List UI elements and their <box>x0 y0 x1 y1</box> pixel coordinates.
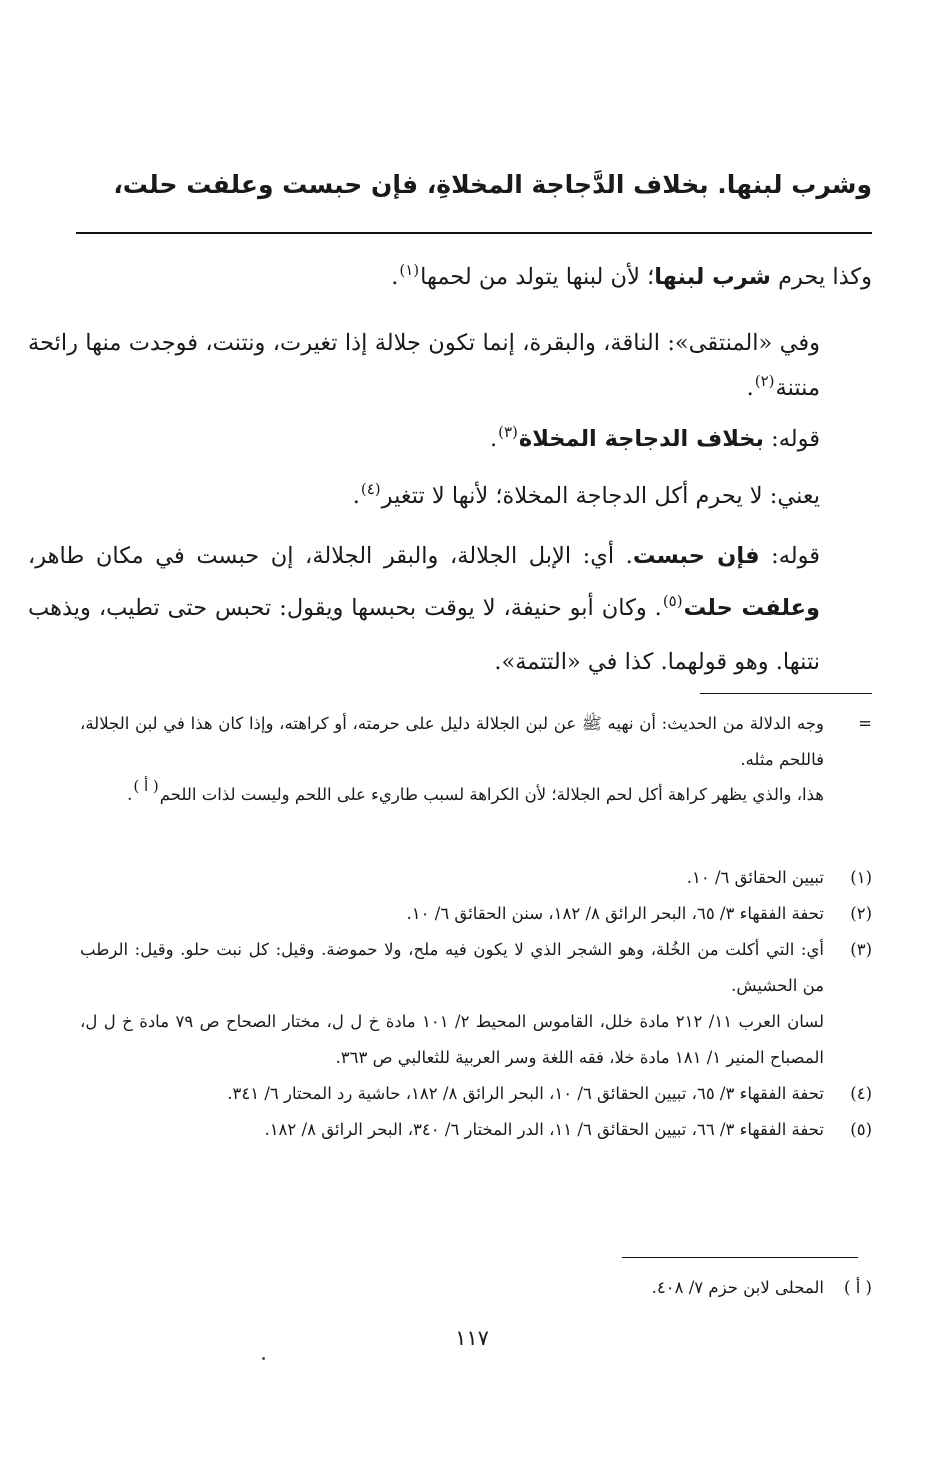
footnote-number: (٤) <box>850 1084 872 1103</box>
footnote-4 <box>80 1076 872 1112</box>
paragraph-2-text: وفي «المنتقى»: الناقة، والبقرة، إنما تكون جلالة إذا تغيرت، ونتنت، فوجدت منها رائحة منتنة <box>28 330 820 401</box>
footnote-ref-2: (٢) <box>754 372 775 390</box>
footnote-text: تحفة الفقهاء ٣/ ٦٥، البحر الرائق ٨/ ١٨٢، سنن الحقائق ٦/ ١٠. <box>406 904 824 923</box>
extra-note-separator <box>622 1257 858 1258</box>
paragraph-4 <box>28 475 872 520</box>
paragraph-3-pre: قوله: <box>763 426 820 452</box>
paragraph-5-mid: . أي: الإبل الجلالة، والبقر الجلالة، إن حبست في مكان طاهر، <box>28 543 633 569</box>
continuation-text-2-end: . <box>127 785 133 804</box>
footnote-5 <box>80 1112 872 1148</box>
extra-note-number: ( أ ) <box>844 1278 872 1297</box>
print-speck <box>262 1357 265 1360</box>
footnote-2 <box>80 896 872 932</box>
footnote-ref-1: (١) <box>399 261 420 279</box>
paragraph-4-text: يعني: لا يحرم أكل الدجاجة المخلاة؛ لأنها لا تتغير <box>381 483 820 509</box>
extra-note <box>80 1270 872 1306</box>
footnote-number: (٢) <box>850 904 872 923</box>
footnote-3-text-a: أي: التي أكلت من الخُلة، وهو الشجر الذي لا يكون فيه ملح، ولا حموضة. وقيل: كل نبت حلو. وقيل: الرطب من الحشيش. <box>80 940 824 995</box>
footnote-continuation-row-2 <box>80 777 872 813</box>
continuation-marker: = <box>858 714 872 733</box>
paragraph-1-pre: وكذا يحرم <box>770 264 872 290</box>
footnote-continuation <box>80 706 872 778</box>
extra-note-text: المحلى لابن حزم ٧/ ٤٠٨. <box>651 1278 824 1297</box>
paragraph-3-bold: بخلاف الدجاجة المخلاة <box>518 426 764 452</box>
paragraph-1-post: ؛ لأن لبنها يتولد من لحمها <box>420 264 655 290</box>
extra-note-row <box>80 1270 872 1306</box>
page-number: ١١٧ <box>455 1326 489 1350</box>
footnote-text: تحفة الفقهاء ٣/ ٦٦، تبيين الحقائق ٦/ ١١، الدر المختار ٦/ ٣٤٠، البحر الرائق ٨/ ١٨٢. <box>264 1120 824 1139</box>
footnote-text: تبيين الحقائق ٦/ ١٠. <box>686 868 824 887</box>
footnote-continuation-row <box>80 706 872 778</box>
footnote-ref-4: (٤) <box>360 480 381 498</box>
footnote-number: (٥) <box>850 1120 872 1139</box>
footnote-number: (٣) <box>850 940 872 959</box>
footnote-separator <box>700 693 872 694</box>
paragraph-5-bold-1: فإن حبست <box>632 543 760 569</box>
paragraph-5-bold-2: وعلفت حلت <box>683 595 820 621</box>
continuation-spacer <box>834 777 872 813</box>
footnote-text <box>80 932 824 1076</box>
footnote-ref-5: (٥) <box>662 592 683 610</box>
footnote-1 <box>80 860 872 896</box>
continuation-text-2 <box>80 777 824 813</box>
footnote-3-text-b: لسان العرب ١١/ ٢١٢ مادة خلل، القاموس المحيط ٢/ ١٠١ مادة خ ل ل، مختار الصحاح ص ٧٩ مادة خ ل ل، المصباح المنير ١/ ١٨١ مادة خلا، فقه اللغة وسر العربية للثعالبي ص ٣٦٣. <box>80 1012 825 1067</box>
footnote-3 <box>80 932 872 1076</box>
paragraph-1-end: . <box>391 264 399 290</box>
paragraph-5-pre: قوله: <box>759 543 820 569</box>
continuation-text-1: وجه الدلالة من الحديث: أن نهيه ﷺ عن لبن الجلالة دليل على حرمته، أو كراهته، وإذا كان هذا في لبن الجلالة، فاللحم مثله. <box>80 714 824 769</box>
footnote-ref-a: ( أ ) <box>133 777 159 795</box>
footnote-text: تحفة الفقهاء ٣/ ٦٥، تبيين الحقائق ٦/ ١٠، البحر الرائق ٨/ ١٨٢، حاشية رد المحتار ٦/ ٣٤١. <box>227 1084 824 1103</box>
footnote-list <box>80 860 872 1148</box>
footnote-number: (١) <box>850 868 872 887</box>
paragraph-2 <box>28 321 872 413</box>
paragraph-3-end: . <box>489 426 498 452</box>
headline-rule <box>76 232 872 234</box>
paragraph-2-end: . <box>746 375 754 401</box>
matn-headline: وشرب لبنها. بخلاف الدَّجاجة المخلاةِ، فإن حبست وعلفت حلت، <box>113 170 872 199</box>
paragraph-1-bold: شرب لبنها <box>654 264 771 290</box>
paragraph-5-post: . وكان أبو حنيفة، لا يوقت بحبسها ويقول: تحبس حتى تطيب، ويذهب نتنها. وهو قولهما. كذا في «التتمة». <box>28 595 820 675</box>
footnote-ref-3: (٣) <box>498 423 518 441</box>
paragraph-3 <box>28 418 872 463</box>
paragraph-5 <box>28 530 872 688</box>
paragraph-4-end: . <box>352 483 360 509</box>
paragraph-1 <box>80 256 872 301</box>
footnote-continuation-2 <box>80 777 872 813</box>
continuation-text-2-body: هذا، والذي يظهر كراهة أكل لحم الجلالة؛ لأن الكراهة لسبب طاريء على اللحم وليست لذات اللحم <box>159 785 824 804</box>
